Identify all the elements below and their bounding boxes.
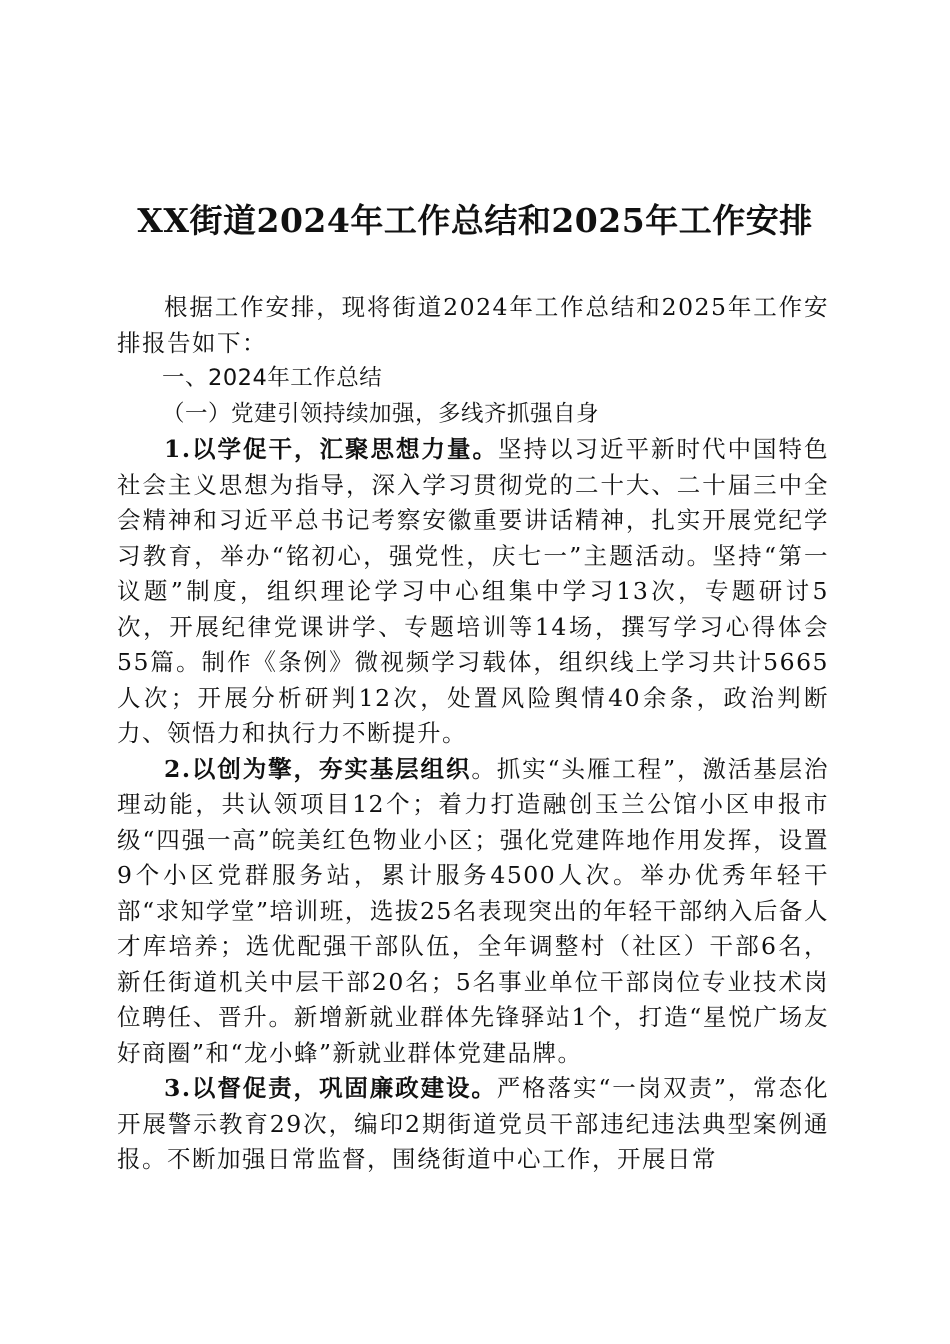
subsection-heading: （一）党建引领持续加强，多线齐抓强自身 — [162, 400, 600, 427]
item-lead: 3.以督促责，巩固廉政建设。 — [164, 1074, 497, 1102]
item-text: 。抓实“头雁工程”，激活基层治理动能，共认领项目12个；着力打造融创玉兰公馆小区申报市级“四强一高”皖美红色物业小区；强化党建阵地作用发挥，设置9个小区党群服务站，累计服务4500人次。举办优秀年轻干部“求知学堂”培训班，选拔25名表现突出的年轻干部纳入后备人才库培养；选优配强干部队伍，全年调整村（社区）干部6名，新任街道机关中层干部20名；5名事业单位干部岗位专业技术岗位聘任、晋升。新增新就业群体先锋驿站1个，打造“星悦广场友好商圈”和“龙小蜂”新就业群体党建品牌。 — [117, 754, 829, 1067]
intro-paragraph: 根据工作安排，现将街道2024年工作总结和2025年工作安排报告如下： — [117, 293, 829, 357]
item-text: 坚持以习近平新时代中国特色社会主义思想为指导，深入学习贯彻党的二十大、二十届三中全会精神和习近平总书记考察安徽重要讲话精神，扎实开展党纪学习教育，举办“铭初心，强党性，庆七一”主题活动。坚持“第一议题”制度，组织理论学习中心组集中学习13次，专题研讨5次，开展纪律党课讲学、专题培训等14场，撰写学习心得体会55篇。制作《条例》微视频学习载体，组织线上学习共计5665人次；开展分析研判12次，处置风险舆情40余条，政治判断力、领悟力和执行力不断提升。 — [117, 435, 829, 747]
item-paragraph — [117, 432, 829, 752]
item-paragraph — [117, 752, 829, 1072]
document-body — [117, 290, 829, 1178]
section-heading: 一、2024年工作总结 — [162, 365, 383, 391]
item-text: 严格落实“一岗双责”，常态化开展警示教育29次，编印2期街道党员干部违纪违法典型案例通报。不断加强日常监督，围绕街道中心工作，开展日常 — [117, 1074, 829, 1173]
item-lead: 1.以学促干，汇聚思想力量。 — [164, 435, 499, 463]
item-paragraph — [117, 1071, 829, 1178]
item-lead: 2.以创为擎，夯实基层组织 — [164, 754, 472, 783]
document-title: XX街道2024年工作总结和2025年工作安排 — [137, 201, 813, 240]
